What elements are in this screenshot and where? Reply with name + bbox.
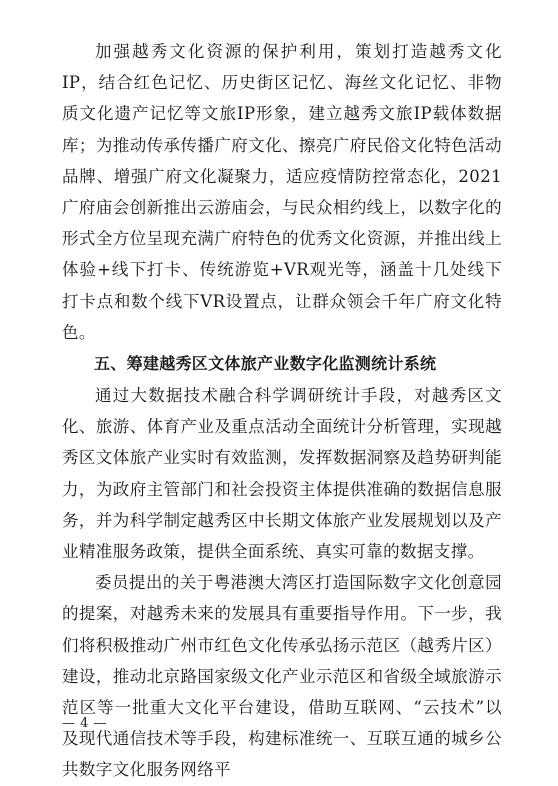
paragraph-proposal-response: 委员提出的关于粤港澳大湾区打造国际数字文化创意园的提案，对越秀未来的发展具有重要指导作用。下一步，我们将积极推动广州市红色文化传承弘扬示范区（越秀片区）建设，推动北京路国家级文化产业示范区和省级全域旅游示范区等一批重大文化平台建设，借助互联网、“云技术”以及现代通信技术等手段，构建标准统一、互联互通的城乡公共数字文化服务网络平 [62,573,502,780]
page-number: — 4 — [62,716,108,731]
document-body [62,36,502,786]
section-heading: 五、筹建越秀区文体旅产业数字化监测统计系统 [94,354,437,374]
paragraph-ip-culture: 加强越秀文化资源的保护利用，策划打造越秀文化IP，结合红色记忆、历史街区记忆、海丝文化记忆、非物质文化遗产记忆等文旅IP形象，建立越秀文旅IP载体数据库；为推动传承传播广府文化、擦亮广府民俗文化特色活动品牌、增强广府文化凝聚力，适应疫情防控常态化，2021广府庙会创新推出云游庙会，与民众相约线上，以数字化的形式全方位呈现充满广府特色的优秀文化资源，并推出线上体验+线下打卡、传统游览+VR观光等，涵盖十几处线下打卡点和数个线下VR设置点，让群众领会千年广府文化特色。 [62,42,502,342]
paragraph-monitoring-system: 通过大数据技术融合科学调研统计手段，对越秀区文化、旅游、体育产业及重点活动全面统计分析管理，实现越秀区文体旅产业实时有效监测，发挥数据洞察及趋势研判能力，为政府主管部门和社会投资主体提供准确的数据信息服务，并为科学制定越秀区中长期文体旅产业发展规划以及产业精准服务政策，提供全面系统、真实可靠的数据支撑。 [62,386,502,562]
